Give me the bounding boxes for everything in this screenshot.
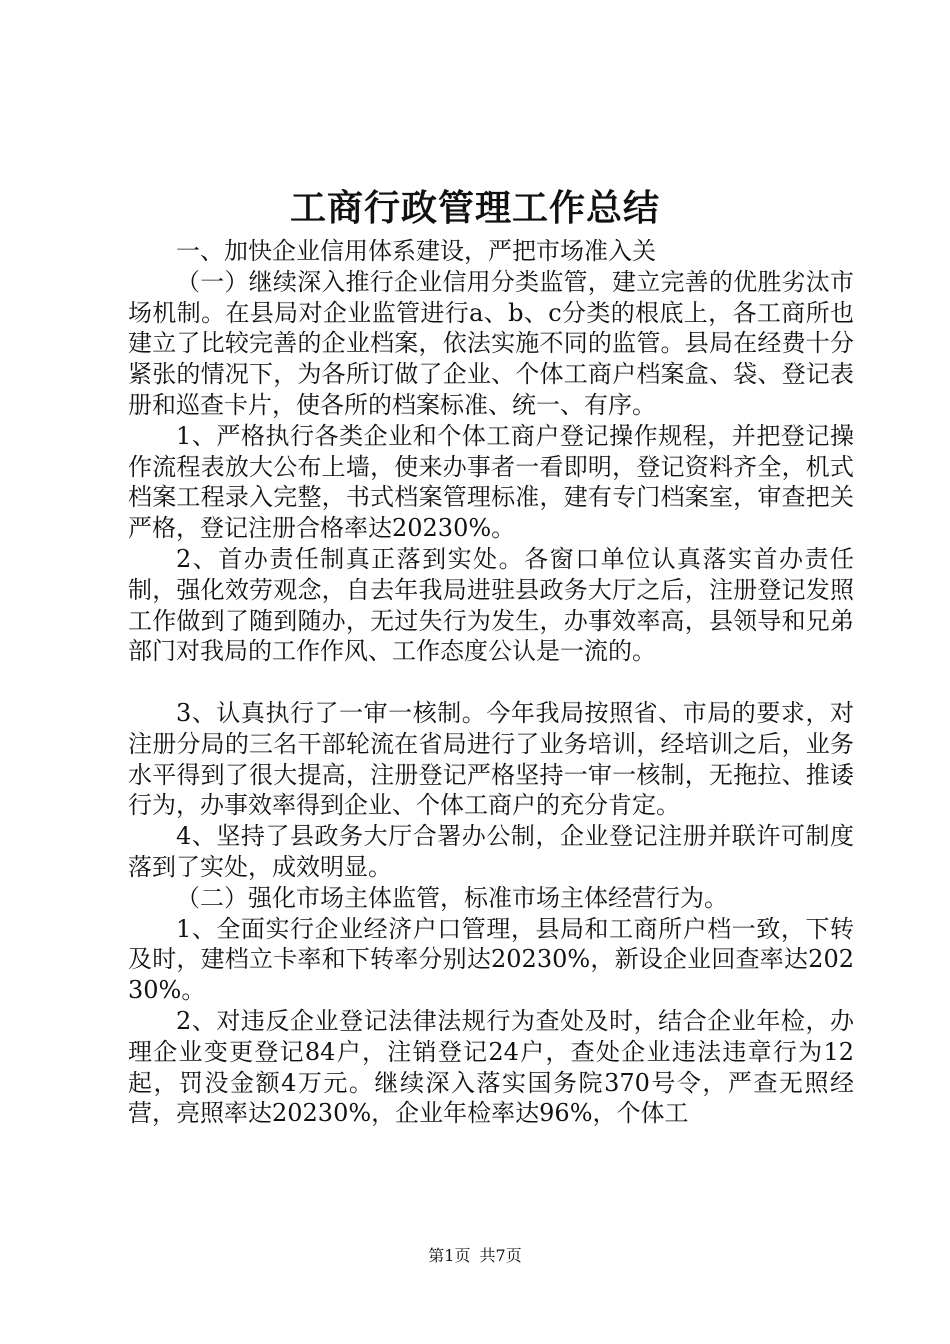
page-footer [0, 1244, 950, 1268]
page-number: 第1页 [428, 1246, 471, 1265]
body-paragraph: 1、全面实行企业经济户口管理，县局和工商所户档一致，下转及时，建档立卡率和下转率分别达20230%，新设企业回查率达20230%。 [128, 914, 854, 1005]
body-paragraph: 2、首办责任制真正落到实处。各窗口单位认真落实首办责任制，强化效劳观念，自去年我局进驻县政务大厅之后，注册登记发照工作做到了随到随办，无过失行为发生，办事效率高，县领导和兄弟部门对我局的工作作风、工作态度公认是一流的。 [128, 544, 854, 666]
document-body [128, 236, 854, 1129]
section-heading: 一、加快企业信用体系建设，严把市场准入关 [176, 237, 656, 265]
body-paragraph: （一）继续深入推行企业信用分类监管，建立完善的优胜劣汰市场机制。在县局对企业监管进行a、b、c分类的根底上，各工商所也建立了比较完善的企业档案，依法实施不同的监管。县局在经费十分紧张的情况下，为各所订做了企业、个体工商户档案盒、袋、登记表册和巡查卡片，使各所的档案标准、统一、有序。 [128, 267, 854, 419]
body-paragraph: 4、坚持了县政务大厅合署办公制，企业登记注册并联许可制度落到了实处，成效明显。 [128, 822, 854, 881]
body-paragraph: 2、对违反企业登记法律法规行为查处及时，结合企业年检，办理企业变更登记84户，注销登记24户，查处企业违法违章行为12起，罚没金额4万元。继续深入落实国务院370号令，严查无照经营，亮照率达20230%，企业年检率达96%，个体工 [128, 1006, 854, 1128]
page-total: 共7页 [479, 1246, 522, 1265]
blank-line [128, 667, 854, 698]
document-title: 工商行政管理工作总结 [289, 187, 660, 229]
body-paragraph: 3、认真执行了一审一核制。今年我局按照省、市局的要求，对注册分局的三名干部轮流在省局进行了业务培训，经培训之后，业务水平得到了很大提高，注册登记严格坚持一审一核制，无拖拉、推诿行为，办事效率得到企业、个体工商户的充分肯定。 [128, 698, 854, 820]
body-paragraph: 1、严格执行各类企业和个体工商户登记操作规程，并把登记操作流程表放大公布上墙，使来办事者一看即明，登记资料齐全，机式档案工程录入完整，书式档案管理标准，建有专门档案室，审查把关严格，登记注册合格率达20230%。 [128, 421, 854, 543]
subsection-heading: （二）强化市场主体监管，标准市场主体经营行为。 [176, 883, 728, 912]
